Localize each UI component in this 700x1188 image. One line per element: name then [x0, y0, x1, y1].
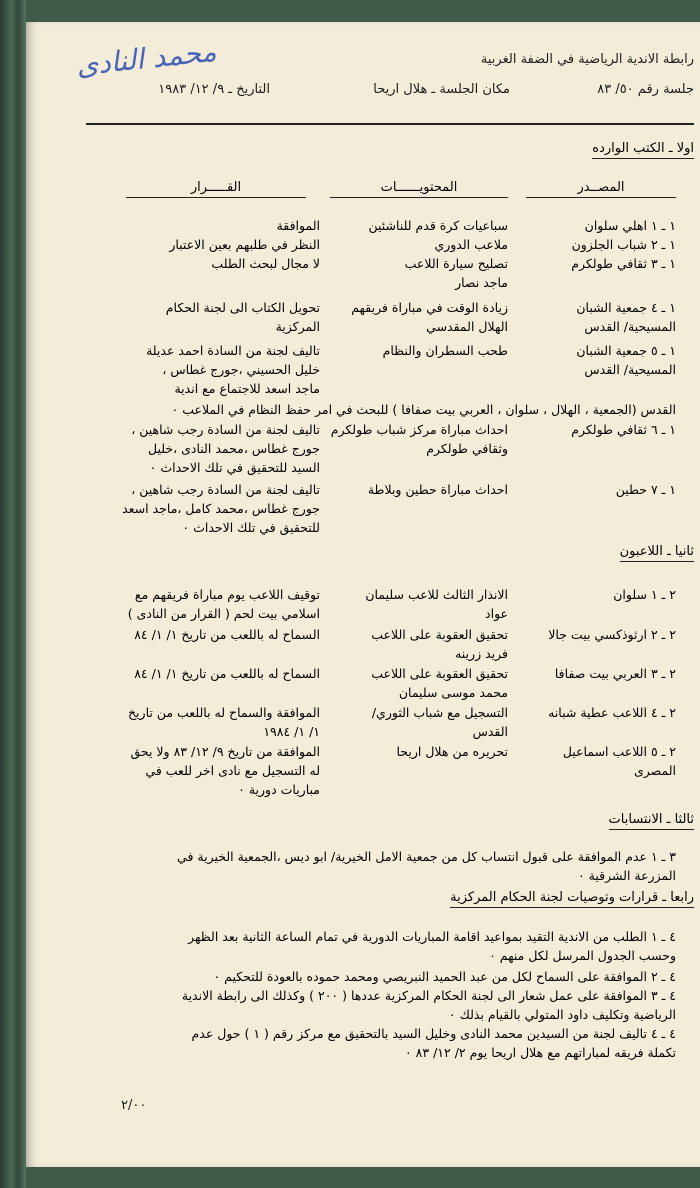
book-binding [0, 0, 26, 1188]
s1-row1-decision: الموافقة [276, 218, 320, 233]
s2-row2-contents: تحقيق العقوبة على اللاعب فريد زرينه [371, 627, 508, 661]
section4-item4: ٤ ـ ٤ تاليف لجنة من السيدين محمد النادى وخليل السيد بالتحقيق مع مركز رقم ( ١ ) حول عدم تكملة فريقه لمباراتهم مع هلال اريحا يوم ٢/ ١٢/ ٨٣ ٠ [191, 1026, 676, 1060]
s1-row3-decision: لا مجال لبحث الطلب [211, 256, 320, 271]
s1-row6-source: ١ ـ ٦ ثقافي طولكرم [571, 422, 676, 437]
column-header-contents: المحتويــــــات [330, 180, 508, 198]
s2-row1-decision: توقيف اللاعب يوم مباراة فريقهم مع اسلامي بيت لحم ( القرار من النادى ) [127, 587, 320, 621]
s1-row3-source: ١ ـ ٣ ثقافي طولكرم [571, 256, 676, 271]
s1-row6-contents: احداث مباراة مركز شباب طولكرم وثقافي طولكرم [330, 422, 508, 456]
s1-row1-source: ١ ـ ١ اهلي سلوان [584, 218, 676, 233]
handwritten-note: محمد النادى [74, 34, 218, 83]
s1-row6-decision: تاليف لجنة من السادة رجب شاهين ، جورج غطاس ،محمد النادى ،خليل السيد للتحقيق في تلك الاحداث ٠ [131, 422, 320, 475]
section3-title: ثالثا ـ الانتسابات [609, 812, 694, 830]
s1-row5-decision: تاليف لجنة من السادة احمد عديلة خليل الحسيني ،جورج غطاس ، ماجد اسعد للاجتماع مع اندية [146, 343, 320, 396]
header-title: رابطة الاندية الرياضية في الضفة الغربية [480, 52, 694, 67]
s2-row1-source: ٢ ـ ١ سلوان [613, 587, 676, 602]
s2-row2-source: ٢ ـ ٢ ارثوذكسي بيت جالا [548, 627, 676, 642]
column-header-decision: القـــــرار [126, 180, 306, 198]
s2-row3-decision: السماح له باللعب من تاريخ ١/ ١/ ٨٤ [134, 666, 320, 681]
s1-row3-contents: تصليح سيارة اللاعب ماجد نصار [404, 256, 508, 290]
s2-row3-source: ٢ ـ ٣ العربي بيت صفافا [554, 666, 676, 681]
s1-row5-source: ١ ـ ٥ جمعية الشبان المسيحية/ القدس [576, 343, 676, 377]
s1-span-line: القدس (الجمعية ، الهلال ، سلوان ، العربي بيت صفافا ) للبحث في امر حفظ النظام في الملاعب ٠ [171, 402, 676, 417]
section4-item3: ٤ ـ ٣ الموافقة على عمل شعار الى لجنة الحكام المركزية عددها ( ٢٠٠ ) وكذلك الى رابطة الاندية الرياضية وتكليف داود المتولي بالقيام بذلك ٠ [181, 988, 676, 1022]
session-place: مكان الجلسة ـ هلال اريحا [373, 82, 510, 97]
s2-row5-source: ٢ ـ ٥ اللاعب اسماعيل المصرى [562, 744, 676, 778]
s2-row1-contents: الانذار الثالث للاعب سليمان عواد [365, 587, 508, 621]
section4-item2: ٤ ـ ٢ الموافقة على السماح لكل من عبد الحميد النبريصي ومحمد حموده بالعودة للتحكيم ٠ [213, 969, 676, 984]
s2-row4-contents: التسجيل مع شباب الثوري/ القدس [371, 705, 508, 739]
s2-row4-decision: الموافقة والسماح له باللعب من تاريخ ١/ ١/ ١٩٨٤ [127, 705, 320, 739]
s2-row5-decision: الموافقة من تاريخ ٩/ ١٢/ ٨٣ ولا يحق له التسجيل مع نادى اخر للعب في مباريات دورية ٠ [130, 744, 320, 797]
section1-title: اولا ـ الكتب الوارده [592, 141, 694, 159]
section4-title: رابعا ـ قرارات وتوصيات لجنة الحكام المركزية [450, 890, 694, 908]
s1-row5-contents: طحب السطران والنظام [382, 343, 508, 358]
s1-row7-contents: احداث مباراة حطين وبلاطة [367, 482, 508, 497]
s1-row2-contents: ملاعب الدوري [434, 237, 508, 252]
s1-row2-decision: النظر في طلبهم بعين الاعتبار [169, 237, 320, 252]
s2-row5-contents: تحريره من هلال اريحا [396, 744, 508, 759]
section3-text: ٣ ـ ١ عدم الموافقة على قبول انتساب كل من جمعية الامل الخيرية/ ابو ديس ،الجمعية الخيرية في المزرعة الشرقية ٠ [177, 849, 676, 883]
s2-row2-decision: السماح له باللعب من تاريخ ١/ ١/ ٨٤ [134, 627, 320, 642]
s1-row4-contents: زيادة الوقت في مباراة فريقهم الهلال المقدسي [351, 300, 508, 334]
session-number: جلسة رقم ٥٠/ ٨٣ [597, 82, 694, 97]
section4-item1: ٤ ـ ١ الطلب من الاندية التقيد بمواعيد اقامة المباريات الدورية في تمام الساعة الثانية بعد الظهر وحسب الجدول المرسل لكل منهم ٠ [188, 929, 676, 963]
session-date: التاريخ ـ ٩/ ١٢/ ١٩٨٣ [158, 82, 270, 97]
s1-row4-source: ١ ـ ٤ جمعية الشبان المسيحية/ القدس [576, 300, 676, 334]
s2-row3-contents: تحقيق العقوبة على اللاعب محمد موسى سليمان [371, 666, 508, 700]
column-header-source: المصــدر [526, 180, 676, 198]
s1-row2-source: ١ ـ ٢ شباب الجلزون [571, 237, 676, 252]
page-number: ٢/٠٠ [121, 1098, 147, 1113]
s1-row7-decision: تاليف لجنة من السادة رجب شاهين ، جورج غطاس ،محمد كامل ،ماجد اسعد للتحقيق في تلك الاحداث ٠ [122, 482, 320, 535]
s2-row4-source: ٢ ـ ٤ اللاعب عطية شبانه [548, 705, 676, 720]
section2-title: ثانيا ـ اللاعبون [620, 544, 694, 562]
header-divider [86, 123, 694, 125]
s1-row4-decision: تحويل الكتاب الى لجنة الحكام المركزية [165, 300, 320, 334]
s1-row7-source: ١ ـ ٧ حطين [615, 482, 676, 497]
document-page [26, 22, 700, 1167]
s1-row1-contents: سباعيات كرة قدم للناشئين [368, 218, 508, 233]
